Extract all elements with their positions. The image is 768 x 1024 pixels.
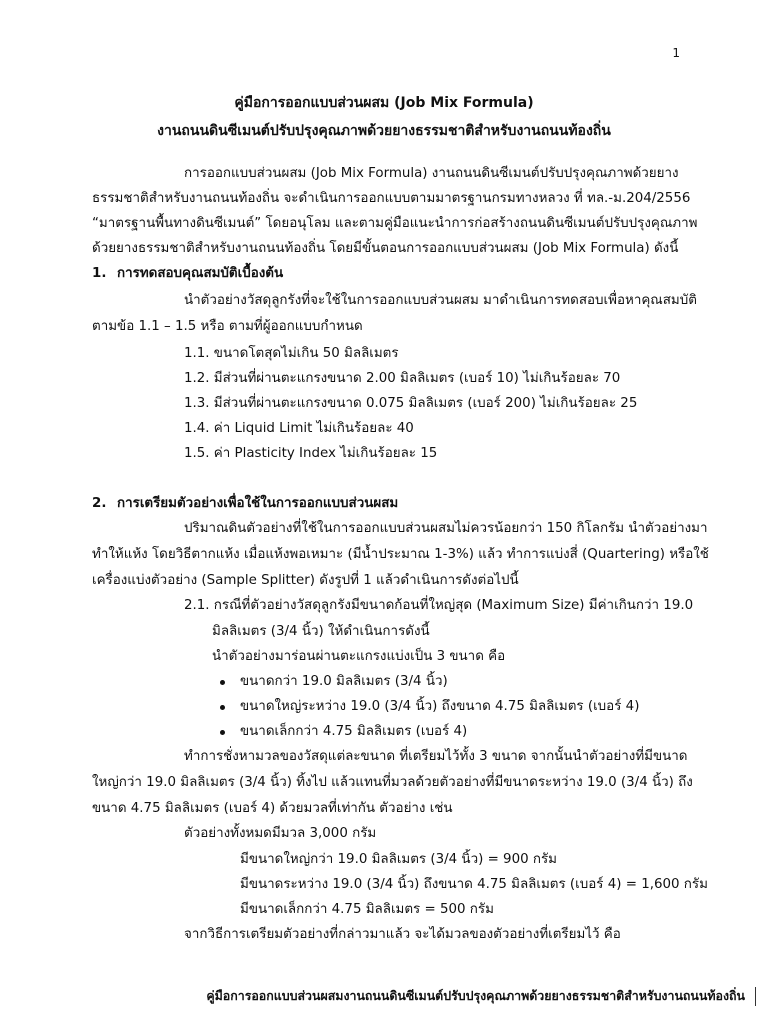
example-item: มีขนาดใหญ่กว่า 19.0 มิลลิเมตร (3/4 นิ้ว) = 900 กรัม [240, 852, 557, 867]
subsection-2-1-line: 2.1. กรณีที่ตัวอย่างวัสดุลูกรังมีขนาดก้อนที่ใหญ่สุด (Maximum Size) มีค่าเกินกว่า 19.0 [184, 598, 694, 613]
subsection-2-1-line: มิลลิเมตร (3/4 นิ้ว) ให้ดำเนินการดังนี้ [212, 624, 430, 639]
section-2-para2-line: ใหญ่กว่า 19.0 มิลลิเมตร (3/4 นิ้ว) ทิ้งไป แล้วแทนที่มวลด้วยตัวอย่างที่มีขนาดระหว่าง 19.0 (3/4 นิ้ว) ถึง [92, 775, 693, 790]
section-2-para-line: ปริมาณดินตัวอย่างที่ใช้ในการออกแบบส่วนผสมไม่ควรน้อยกว่า 150 กิโลกรัม นำตัวอย่างมา [184, 521, 708, 536]
section-1-item: 1.5. ค่า Plasticity Index ไม่เกินร้อยละ 15 [184, 446, 438, 461]
closing-line: จากวิธีการเตรียมตัวอย่างที่กล่าวมาแล้ว จะได้มวลของตัวอย่างที่เตรียมไว้ คือ [184, 927, 621, 942]
section-1-para-line: นำตัวอย่างวัสดุลูกรังที่จะใช้ในการออกแบบส่วนผสม มาดำเนินการทดสอบเพื่อหาคุณสมบัติ [184, 293, 697, 308]
document-title: คู่มือการออกแบบส่วนผสม (Job Mix Formula) [234, 95, 534, 111]
bullet-dot-icon [220, 730, 225, 735]
bullet-item: ขนาดกว่า 19.0 มิลลิเมตร (3/4 นิ้ว) [240, 674, 448, 689]
section-2-heading: การเตรียมตัวอย่างเพื่อใช้ในการออกแบบส่วนผสม [117, 496, 399, 511]
section-1-item: 1.4. ค่า Liquid Limit ไม่เกินร้อยละ 40 [184, 421, 414, 436]
intro-line: “มาตรฐานพื้นทางดินซีเมนต์” โดยอนุโลม และตามคู่มือแนะนำการก่อสร้างถนนดินซีเมนต์ปรับปรุงคุณภาพ [92, 216, 698, 231]
example-total: ตัวอย่างทั้งหมดมีมวล 3,000 กรัม [184, 826, 377, 841]
intro-line: ธรรมชาติสำหรับงานถนนท้องถิ่น จะดำเนินการออกแบบตามมาตรฐานกรมทางหลวง ที่ ทล.-ม.204/2556 [92, 191, 691, 206]
section-2-para-line: เครื่องแบ่งตัวอย่าง (Sample Splitter) ดังรูปที่ 1 แล้วดำเนินการดังต่อไปนี้ [92, 573, 519, 588]
section-1-para-line: ตามข้อ 1.1 – 1.5 หรือ ตามที่ผู้ออกแบบกำหนด [92, 319, 363, 334]
section-1-item: 1.3. มีส่วนที่ผ่านตะแกรงขนาด 0.075 มิลลิเมตร (เบอร์ 200) ไม่เกินร้อยละ 25 [184, 396, 638, 411]
section-2-para-line: ทำให้แห้ง โดยวิธีตากแห้ง เมื่อแห้งพอเหมาะ (มีน้ำประมาณ 1-3%) แล้ว ทำการแบ่งสี่ (Quartering) หรือใช้ [92, 547, 709, 562]
page-number: 1 [672, 46, 680, 60]
subsection-2-1-line: นำตัวอย่างมาร่อนผ่านตะแกรงแบ่งเป็น 3 ขนาด คือ [212, 649, 506, 664]
bullet-item: ขนาดใหญ่ระหว่าง 19.0 (3/4 นิ้ว) ถึงขนาด 4.75 มิลลิเมตร (เบอร์ 4) [240, 699, 640, 714]
section-2-para2-line: ทำการชั่งหามวลของวัสดุแต่ละขนาด ที่เตรียมไว้ทั้ง 3 ขนาด จากนั้นนำตัวอย่างที่มีขนาด [184, 749, 688, 764]
example-item: มีขนาดเล็กกว่า 4.75 มิลลิเมตร = 500 กรัม [240, 902, 494, 917]
section-1-number: 1. [92, 266, 107, 281]
intro-line: การออกแบบส่วนผสม (Job Mix Formula) งานถนนดินซีเมนต์ปรับปรุงคุณภาพด้วยยาง [184, 166, 679, 181]
section-2-number: 2. [92, 496, 107, 511]
section-1-item: 1.1. ขนาดโตสุดไม่เกิน 50 มิลลิเมตร [184, 346, 399, 361]
bullet-dot-icon [220, 705, 225, 710]
intro-line: ด้วยยางธรรมชาติสำหรับงานถนนท้องถิ่น โดยมีขั้นตอนการออกแบบส่วนผสม (Job Mix Formula) ดังนี้ [92, 241, 679, 256]
example-item: มีขนาดระหว่าง 19.0 (3/4 นิ้ว) ถึงขนาด 4.75 มิลลิเมตร (เบอร์ 4) = 1,600 กรัม [240, 877, 708, 892]
document-subtitle: งานถนนดินซีเมนต์ปรับปรุงคุณภาพด้วยยางธรรมชาติสำหรับงานถนนท้องถิ่น [157, 123, 611, 139]
bullet-item: ขนาดเล็กกว่า 4.75 มิลลิเมตร (เบอร์ 4) [240, 724, 468, 739]
section-1-heading: การทดสอบคุณสมบัติเบื้องต้น [117, 266, 284, 281]
section-1-item: 1.2. มีส่วนที่ผ่านตะแกรงขนาด 2.00 มิลลิเมตร (เบอร์ 10) ไม่เกินร้อยละ 70 [184, 371, 621, 386]
bullet-dot-icon [220, 680, 225, 685]
section-2-para2-line: ขนาด 4.75 มิลลิเมตร (เบอร์ 4) ด้วยมวลที่เท่ากัน ตัวอย่าง เช่น [92, 801, 453, 816]
page-footer: คู่มือการออกแบบส่วนผสมงานถนนดินซีเมนต์ปรับปรุงคุณภาพด้วยยางธรรมชาติสำหรับงานถนนท้องถิ่น [206, 987, 756, 1006]
